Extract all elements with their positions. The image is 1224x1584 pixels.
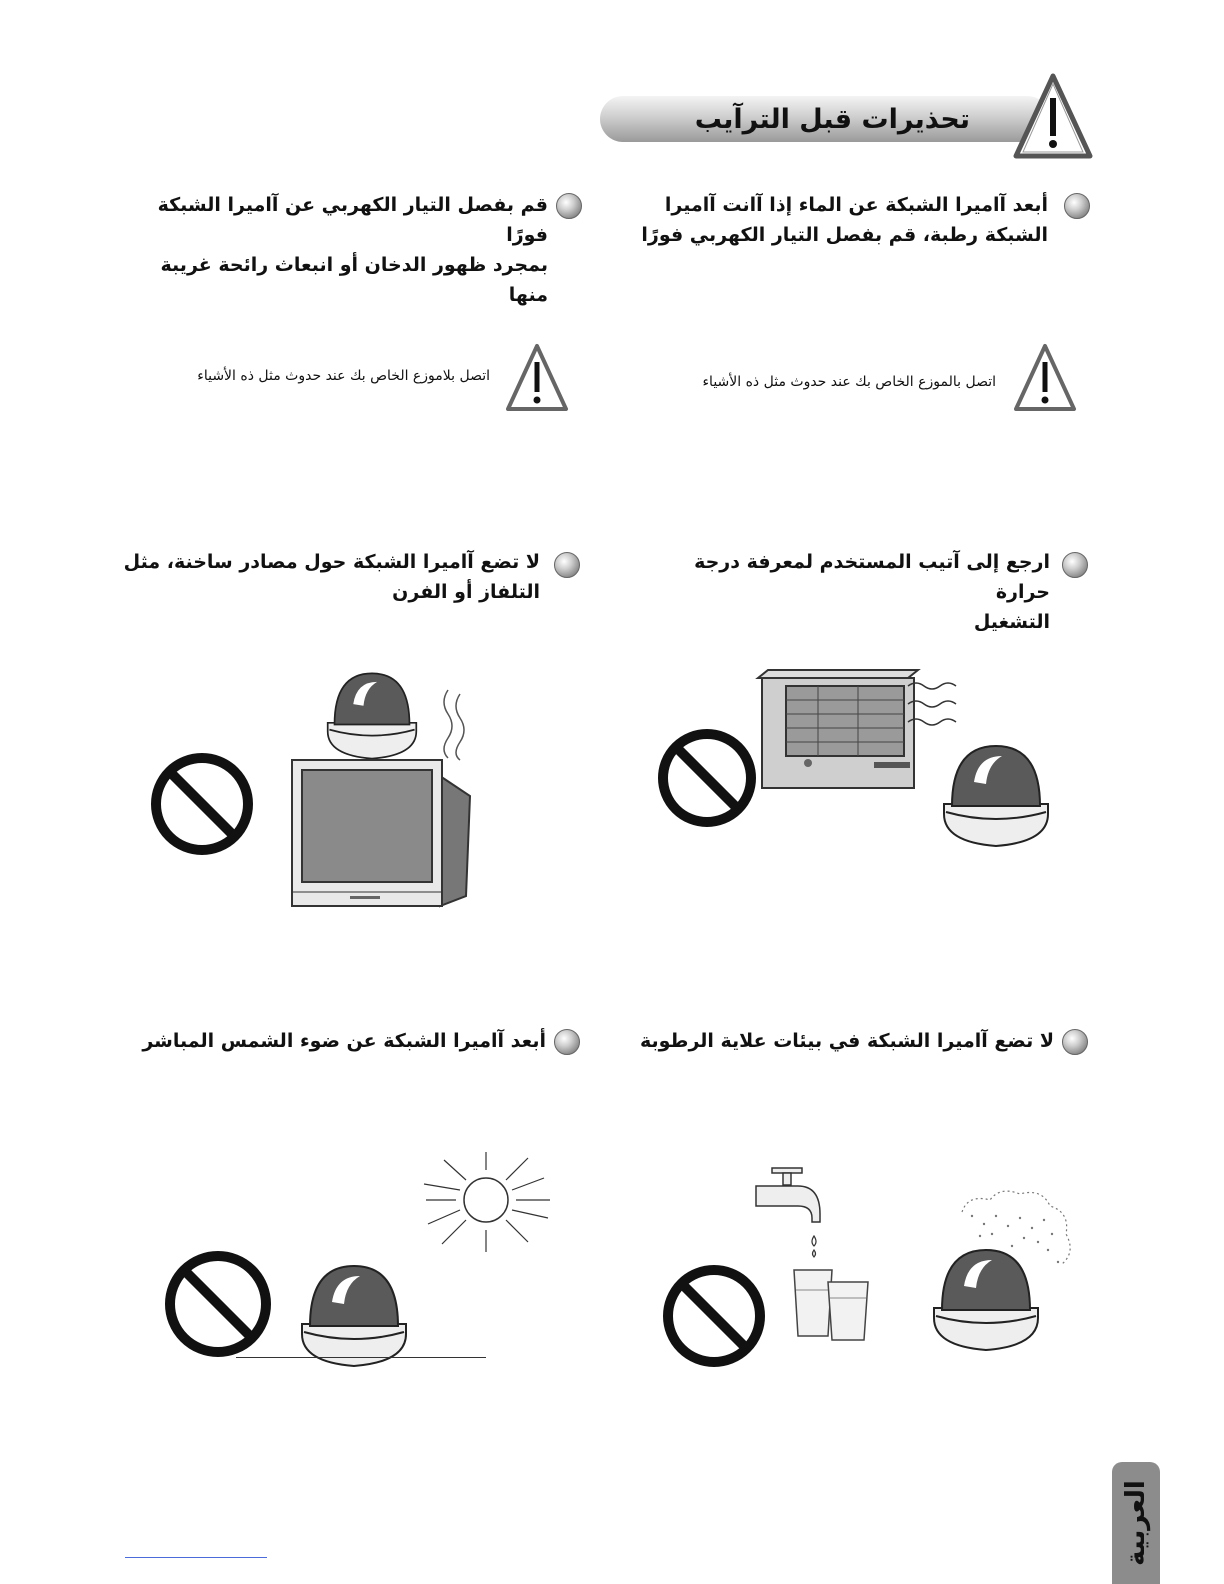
warning-item-water-line1: أبعد آاميرا الشبكة عن الماء إذا آانت آاميرا <box>664 194 1048 216</box>
warning-item-temperature-line1: ارجع إلى آتيب المستخدم لمعرفة درجة حرارة <box>694 551 1050 603</box>
warning-item-water-line2: الشبكة رطبة، قم بفصل التيار الكهربي فورًا <box>641 224 1048 246</box>
sun-icon <box>416 1148 556 1258</box>
bullet-icon <box>1064 193 1090 219</box>
no-symbol-icon <box>148 750 256 858</box>
heater-icon <box>758 668 968 798</box>
warning-item-humidity <box>640 1026 1054 1056</box>
no-symbol-icon <box>162 1248 274 1360</box>
no-symbol-icon <box>655 726 759 830</box>
warning-item-water <box>600 190 1048 250</box>
warning-triangle-icon <box>1012 72 1094 162</box>
dealer-contact-note-left: اتصل بلاموزع الخاص بك عند حدوث مثل ذه الأشياء <box>197 368 490 384</box>
dome-camera-icon <box>938 742 1054 850</box>
warning-item-heat-sources <box>120 547 540 607</box>
water-glasses-icon <box>790 1264 880 1342</box>
warning-item-heat-sources-line1: لا تضع آاميرا الشبكة حول مصادر ساخنة، مثل <box>123 551 540 573</box>
bullet-icon <box>554 552 580 578</box>
ground-line <box>236 1357 486 1358</box>
language-side-tab-text: العربية <box>1121 1480 1151 1566</box>
warning-item-heat-sources-line2: التلفاز أو الفرن <box>392 581 540 603</box>
language-side-tab-label <box>1112 1462 1160 1584</box>
warning-item-temperature <box>640 547 1050 637</box>
dome-camera-icon <box>928 1246 1044 1354</box>
warning-item-smoke-line1: قم بفصل التيار الكهربي عن آاميرا الشبكة فورًا <box>157 194 548 246</box>
warning-item-temperature-line2: التشغيل <box>973 611 1050 633</box>
warning-item-smoke <box>120 190 548 310</box>
bullet-icon <box>556 193 582 219</box>
dome-camera-icon <box>296 1262 412 1370</box>
warning-item-smoke-line2: بمجرد ظهور الدخان أو انبعاث رائحة غريبة منها <box>160 254 548 306</box>
warning-item-sunlight-line1: أبعد آاميرا الشبكة عن ضوء الشمس المباشر <box>142 1030 546 1052</box>
page-title: تحذيرات قبل الترآيب <box>694 104 970 135</box>
dealer-contact-note-right: اتصل بالموزع الخاص بك عند حدوث مثل ذه الأشياء <box>702 374 996 390</box>
bullet-icon <box>1062 1029 1088 1055</box>
footer-line <box>125 1557 267 1558</box>
warning-item-humidity-line1: لا تضع آاميرا الشبكة في بيئات علاية الرطوبة <box>639 1030 1054 1052</box>
tv-icon <box>290 756 480 914</box>
warning-triangle-icon <box>504 342 570 414</box>
bullet-icon <box>554 1029 580 1055</box>
faucet-icon <box>752 1166 832 1258</box>
dome-camera-icon <box>322 670 422 762</box>
warning-triangle-icon <box>1012 342 1078 414</box>
warning-item-sunlight <box>142 1026 546 1056</box>
heat-waves-icon <box>440 690 470 760</box>
no-symbol-icon <box>660 1262 768 1370</box>
bullet-icon <box>1062 552 1088 578</box>
